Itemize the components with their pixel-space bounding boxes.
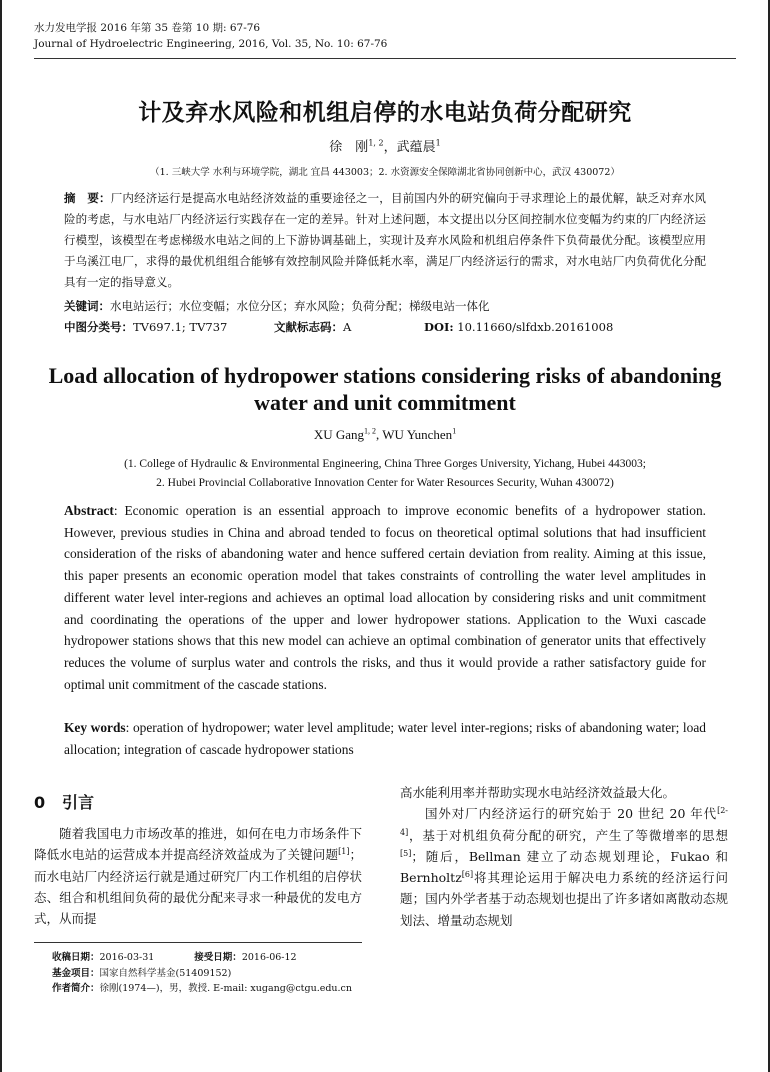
section-heading: [34, 790, 362, 813]
en-title: Load allocation of hydropower stations considering risks of abandoning water and unit commitment: [48, 363, 722, 415]
journal-header: [34, 20, 387, 52]
cn-keywords-text: 水电站运行；水位变幅；水位分区；弃水风险；负荷分配；梯级电站一体化: [110, 299, 490, 313]
journal-header-cn: 水力发电学报 2016 年第 35 卷第 10 期: 67-76: [34, 22, 261, 34]
footnote-divider: [34, 942, 362, 943]
en-affiliation-2: 2. Hubei Provincial Collaborative Innovation Center for Water Resources Security, Wuhan 430072): [156, 477, 614, 489]
body-column-right: [400, 782, 728, 931]
cn-doi-label: DOI:: [424, 320, 454, 334]
cn-author-1-affil: 1, 2: [368, 138, 384, 148]
en-affiliation-1: (1. College of Hydraulic & Environmental Engineering, China Three Gorges University, Yichang, Hubei 443003;: [124, 458, 646, 470]
fund-label: 基金项目：: [52, 967, 100, 979]
intro-paragraph-1: [34, 823, 362, 929]
en-affiliation: [0, 455, 770, 493]
cn-class-value: TV697.1; TV737: [133, 320, 228, 334]
en-keywords-label: Key words: [64, 720, 126, 735]
page-border-left: [0, 0, 2, 1072]
accepted-date: 2016-06-12: [241, 952, 297, 963]
intro-p1-text-b: ；而水电站厂内经济运行就是通过研究厂内工作机组的启停状态、组合和机组间负荷的最优分配来寻求一种最优的发电方式，从而提: [34, 847, 362, 927]
footnotes: [52, 950, 352, 997]
fund-value: 国家自然科学基金(51409152): [99, 967, 232, 979]
intro-paragraph-1-cont: 高水能利用率并帮助实现水电站经济效益最大化。: [400, 785, 676, 800]
cn-keywords: [64, 297, 706, 315]
journal-header-en: Journal of Hydroelectric Engineering, 2016, Vol. 35, No. 10: 67-76: [34, 38, 388, 50]
cn-classification: [64, 318, 706, 336]
en-author-1: XU Gang: [313, 427, 364, 442]
section-number: 0: [34, 793, 46, 812]
citation-5[interactable]: [5]: [400, 848, 412, 858]
en-keywords-text: : operation of hydropower; water level amplitude; water level inter-regions; risks of abandoning water; load allocation; integration of cascade hydropower stations: [64, 720, 706, 757]
cn-abstract: [64, 188, 706, 293]
citation-2-4[interactable]: [2-4]: [400, 806, 728, 837]
en-abstract-text: : Economic operation is an essential approach to improve economic benefits of a hydropower station. However, previous studies in China and abroad tended to focus on theoretical optimal solutions that had insufficient consideration of the risks of abandoning water and hence suffered certain deviation from reality. Aiming at this issue, this paper presents an economic operation model that takes constraints of controlling the water level amplitudes in different water level inter-regions and achieves an optimal load allocation by considering risks and unit commitment and coordinating the operations of the upper and lower hydropower stations. Application to the Wuxi cascade hydropower stations shows that this new model can achieve an optimal combination of generator units that effectively reduces the volume of surplus water and controls the risks, and thus it would provide a rather satisfactory guide for optimal unit commitment of the cascade stations.: [64, 503, 706, 692]
cn-abstract-text: 厂内经济运行是提高水电站经济效益的重要途径之一，目前国内外的研究偏向于寻求理论上的最优解，缺乏对弃水风险的考虑，与水电站厂内经济运行实践存在一定的差异。针对上述问题，本文提出以分区间控制水位变幅为约束的厂内经济运行模型，该模型在考虑梯级水电站之间的上下游协调基础上，实现计及弃水风险和机组启停条件下负荷最优分配。该模型应用于乌溪江电厂，求得的最优机组组合能够有效控制风险并降低耗水率，满足厂内经济运行的需求，对水电站厂内负荷优化分配具有一定的指导意义。: [64, 191, 707, 289]
en-abstract: [64, 500, 706, 695]
footnote-fund: [52, 966, 352, 982]
intro-p2-text-b: ，基于对机组负荷分配的研究，产生了等微增率的思想: [408, 827, 728, 843]
cn-author-1: 徐 刚: [329, 140, 369, 155]
en-keywords: [64, 717, 706, 760]
footnote-dates: [52, 950, 352, 966]
cn-authors: [0, 136, 770, 155]
intro-p2-text-d: 将其理论运用于解决电力系统的经济运行问题；国内外学者基于动态规划也提出了许多诸如离散动态规划法、增量动态规划: [400, 870, 728, 928]
intro-p2-text-a: 国外对厂内经济运行的研究始于 20 世纪 20 年代: [425, 806, 718, 822]
body-column-left: [34, 790, 362, 929]
cn-doc-value: A: [343, 320, 352, 334]
accepted-label: 接受日期：: [194, 952, 242, 963]
intro-paragraph-2: [400, 803, 728, 931]
en-abstract-label: Abstract: [64, 503, 114, 518]
received-date: 2016-03-31: [99, 952, 155, 963]
header-divider: [34, 58, 736, 59]
intro-p2-text-c: ；随后，Bellman 建立了动态规划理论，Fukao 和 Bernholtz: [400, 848, 728, 886]
cn-doi-value: 10.11660/slfdxb.20161008: [457, 320, 614, 334]
intro-p1-text-a: 随着我国电力市场改革的推进，如何在电力市场条件下降低水电站的运营成本并提高经济效益成为了关键问题: [34, 826, 362, 863]
en-author-2: , WU Yunchen: [376, 427, 453, 442]
footnote-author: [52, 981, 352, 997]
author-bio-value: 徐刚(1974—)，男，教授. E-mail: xugang@ctgu.edu.cn: [99, 983, 352, 994]
cn-author-2: ，武蕴晨: [383, 140, 436, 155]
cn-title: 计及弃水风险和机组启停的水电站负荷分配研究: [138, 100, 632, 126]
cn-doc-label: 文献标志码：: [274, 320, 343, 334]
section-title: 引言: [62, 793, 95, 812]
en-authors: [0, 427, 770, 443]
cn-affiliation: （1. 三峡大学 水利与环境学院，湖北 宜昌 443003；2. 水资源安全保障湖北省协同创新中心，武汉 430072）: [150, 167, 620, 178]
cn-class-label: 中图分类号：: [64, 320, 133, 334]
en-author-1-affil: 1, 2: [364, 426, 376, 436]
received-label: 收稿日期：: [52, 952, 100, 963]
en-author-2-affil: 1: [452, 426, 457, 436]
cn-abstract-label: 摘 要：: [64, 191, 111, 205]
cn-keywords-label: 关键词：: [64, 299, 110, 313]
citation-1[interactable]: [1]: [338, 847, 350, 857]
citation-6[interactable]: [6]: [461, 870, 474, 880]
cn-author-2-affil: 1: [435, 138, 441, 148]
author-bio-label: 作者简介：: [52, 983, 100, 994]
